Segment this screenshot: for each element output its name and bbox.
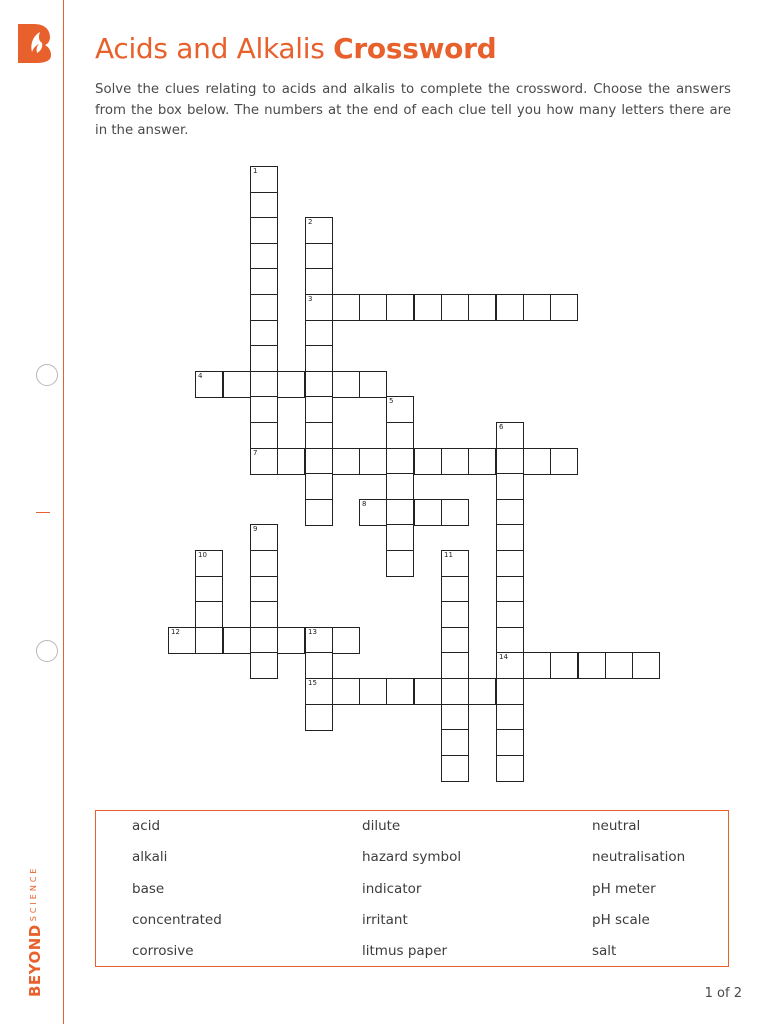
crossword-cell[interactable] — [496, 448, 524, 475]
crossword-cell[interactable] — [223, 627, 251, 654]
crossword-cell[interactable] — [578, 652, 606, 679]
crossword-cell[interactable] — [250, 652, 278, 679]
crossword-cell[interactable] — [277, 371, 305, 398]
crossword-cell[interactable] — [414, 499, 442, 526]
crossword-cell[interactable] — [523, 652, 551, 679]
crossword-cell[interactable] — [468, 294, 496, 321]
crossword-cell[interactable] — [441, 678, 469, 705]
crossword-cell[interactable] — [496, 499, 524, 526]
crossword-cell[interactable] — [359, 371, 387, 398]
crossword-cell[interactable] — [305, 704, 333, 731]
crossword-cell[interactable] — [523, 448, 551, 475]
crossword-cell[interactable] — [632, 652, 660, 679]
crossword-cell[interactable] — [441, 601, 469, 628]
crossword-cell[interactable] — [195, 371, 223, 398]
crossword-cell[interactable] — [496, 294, 524, 321]
word-bank-item: corrosive — [132, 943, 194, 960]
clue-number: 2 — [308, 218, 313, 226]
crossword-cell[interactable] — [168, 627, 196, 654]
crossword-cell[interactable] — [386, 396, 414, 423]
crossword-cell[interactable] — [305, 396, 333, 423]
word-bank-item: irritant — [362, 911, 408, 928]
crossword-cell[interactable] — [468, 678, 496, 705]
crossword-cell[interactable] — [250, 524, 278, 551]
crossword-cell[interactable] — [195, 627, 223, 654]
clue-number: 3 — [308, 295, 313, 303]
clue-number: 6 — [499, 423, 504, 431]
crossword-cell[interactable] — [250, 422, 278, 449]
word-bank-item: pH meter — [592, 880, 656, 897]
crossword-cell[interactable] — [305, 678, 333, 705]
crossword-cell[interactable] — [550, 294, 578, 321]
crossword-cell[interactable] — [250, 371, 278, 398]
crossword-cell[interactable] — [223, 371, 251, 398]
brand-sub: SCIENCE — [29, 865, 38, 922]
crossword-cell[interactable] — [250, 320, 278, 347]
clue-number: 4 — [198, 372, 203, 380]
crossword-cell[interactable] — [414, 448, 442, 475]
word-bank-item: dilute — [362, 818, 401, 834]
crossword-cell[interactable] — [332, 627, 360, 654]
word-bank-item: pH scale — [592, 911, 650, 928]
clue-number: 14 — [499, 653, 508, 661]
crossword-cell[interactable] — [386, 499, 414, 526]
crossword-cell[interactable] — [386, 550, 414, 577]
crossword-cell[interactable] — [305, 499, 333, 526]
crossword-cell[interactable] — [305, 473, 333, 500]
clue-number: 5 — [389, 397, 394, 405]
crossword-cell[interactable] — [496, 576, 524, 603]
crossword-cell[interactable] — [441, 704, 469, 731]
crossword-cell[interactable] — [305, 268, 333, 295]
word-bank-item: indicator — [362, 880, 422, 897]
crossword-cell[interactable] — [195, 601, 223, 628]
crossword-cell[interactable] — [250, 345, 278, 372]
crossword-cell[interactable] — [359, 678, 387, 705]
crossword-cell[interactable] — [386, 473, 414, 500]
crossword-cell[interactable] — [250, 576, 278, 603]
crossword-cell[interactable] — [332, 678, 360, 705]
crossword-cell[interactable] — [359, 448, 387, 475]
crossword-cell[interactable] — [441, 755, 469, 782]
instructions: Solve the clues relating to acids and alkalis to complete the crossword. Choose the answers from the box below. The numbers at the end of each clue tell you how many letters there are in the answer. — [95, 82, 731, 138]
crossword-cell[interactable] — [523, 294, 551, 321]
crossword-cell[interactable] — [195, 550, 223, 577]
crossword-cell[interactable] — [496, 729, 524, 756]
crossword-cell[interactable] — [496, 473, 524, 500]
crossword-cell[interactable] — [332, 448, 360, 475]
crossword-cell[interactable] — [359, 294, 387, 321]
crossword-cell[interactable] — [414, 678, 442, 705]
crossword-cell[interactable] — [250, 294, 278, 321]
crossword-cell[interactable] — [386, 294, 414, 321]
clue-number: 10 — [198, 551, 207, 559]
crossword-cell[interactable] — [468, 448, 496, 475]
crossword-cell[interactable] — [305, 294, 333, 321]
crossword-cell[interactable] — [305, 243, 333, 270]
crossword-cell[interactable] — [496, 627, 524, 654]
title-bold: Crossword — [333, 32, 497, 65]
crossword-cell[interactable] — [277, 627, 305, 654]
crossword-cell[interactable] — [305, 345, 333, 372]
crossword-cell[interactable] — [250, 192, 278, 219]
brand-vertical — [22, 845, 46, 997]
crossword-cell[interactable] — [550, 652, 578, 679]
crossword-cell[interactable] — [441, 294, 469, 321]
crossword-cell[interactable] — [250, 243, 278, 270]
word-bank-item: litmus paper — [362, 943, 448, 960]
crossword-cell[interactable] — [496, 422, 524, 449]
crossword-cell[interactable] — [250, 217, 278, 244]
crossword-cell[interactable] — [496, 755, 524, 782]
word-bank-item: neutralisation — [592, 849, 686, 866]
clue-number: 12 — [171, 628, 180, 636]
word-bank-item: hazard symbol — [362, 849, 462, 866]
crossword-cell[interactable] — [496, 678, 524, 705]
crossword-cell[interactable] — [496, 524, 524, 551]
crossword-cell[interactable] — [386, 678, 414, 705]
crossword-cell[interactable] — [386, 422, 414, 449]
crossword-cell[interactable] — [305, 448, 333, 475]
page-number: 1 of 2 — [704, 986, 742, 1001]
crossword-cell[interactable] — [359, 499, 387, 526]
crossword-cell[interactable] — [305, 371, 333, 398]
clue-number: 1 — [253, 167, 258, 175]
crossword-cell[interactable] — [250, 166, 278, 193]
word-bank-item: neutral — [592, 818, 641, 834]
crossword-cell[interactable] — [305, 422, 333, 449]
crossword-cell[interactable] — [441, 627, 469, 654]
crossword-cell[interactable] — [250, 550, 278, 577]
crossword-cell[interactable] — [250, 396, 278, 423]
crossword-cell[interactable] — [250, 268, 278, 295]
clue-number: 15 — [308, 679, 317, 687]
word-bank-item: base — [132, 880, 165, 897]
crossword-cell[interactable] — [441, 550, 469, 577]
crossword-cell[interactable] — [441, 499, 469, 526]
crossword-cell[interactable] — [441, 448, 469, 475]
crossword-cell[interactable] — [277, 448, 305, 475]
word-bank-item: salt — [592, 943, 617, 960]
clue-number: 9 — [253, 525, 258, 533]
crossword-cell[interactable] — [305, 627, 333, 654]
crossword-cell[interactable] — [496, 704, 524, 731]
crossword-cell[interactable] — [305, 652, 333, 679]
crossword-cell[interactable] — [605, 652, 633, 679]
word-bank-item: alkali — [132, 849, 168, 866]
crossword-cell[interactable] — [441, 652, 469, 679]
crossword-cell[interactable] — [250, 627, 278, 654]
crossword-cell[interactable] — [496, 652, 524, 679]
clue-number: 13 — [308, 628, 317, 636]
crossword-cell[interactable] — [332, 371, 360, 398]
clue-number: 11 — [444, 551, 453, 559]
crossword-cell[interactable] — [250, 601, 278, 628]
crossword-cell[interactable] — [550, 448, 578, 475]
crossword-cell[interactable] — [305, 320, 333, 347]
crossword-cell[interactable] — [496, 601, 524, 628]
word-bank-item: acid — [132, 818, 161, 834]
crossword-cell[interactable] — [386, 448, 414, 475]
crossword-cell[interactable] — [332, 294, 360, 321]
crossword-cell[interactable] — [386, 524, 414, 551]
title-regular: Acids and Alkalis — [95, 32, 325, 65]
crossword-cell[interactable] — [414, 294, 442, 321]
word-bank — [95, 810, 729, 967]
crossword-cell[interactable] — [305, 217, 333, 244]
word-bank-item: concentrated — [132, 911, 222, 928]
brand-name: BEYOND — [26, 924, 44, 997]
clue-number: 7 — [253, 449, 258, 457]
crossword-cell[interactable] — [441, 576, 469, 603]
crossword-cell[interactable] — [250, 448, 278, 475]
crossword-cell[interactable] — [496, 550, 524, 577]
clue-number: 8 — [362, 500, 367, 508]
crossword-cell[interactable] — [195, 576, 223, 603]
crossword-cell[interactable] — [441, 729, 469, 756]
